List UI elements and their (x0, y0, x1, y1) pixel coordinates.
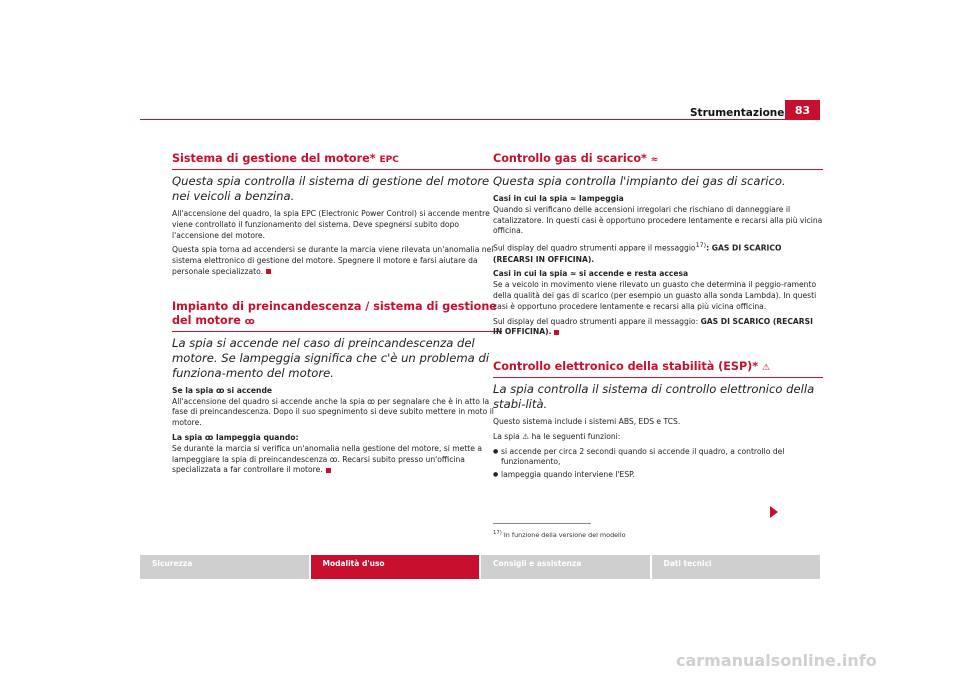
footer-nav (140, 555, 820, 579)
section-lead: La spia controlla il sistema di controllo elettronico della stabi-lità. (493, 382, 815, 412)
epc-icon: EPC (379, 155, 399, 165)
section-lead: La spia si accende nel caso di preincandescenza del motore. Se lampeggia significa che c'è un problema di funziona-mento del motore. (172, 335, 490, 380)
tab-sicurezza[interactable]: Sicurezza (140, 555, 309, 579)
paragraph: La spia ⚠ ha le seguenti funzioni: (493, 431, 621, 441)
subheading: Casi in cui la spia ≈ si accende e resta accesa (493, 269, 689, 279)
section-title-esp: Controllo elettronico della stabilità (ESP)* ⚠ (493, 360, 823, 378)
paragraph: All'accensione del quadro, la spia EPC (Electronic Power Control) si accende mentre viene controllato il funzionamento del sistema. Deve spegnersi subito dopo l'accensione del motore. (172, 209, 490, 240)
footnote: $^{17)}$ In funzione della versione del modello (493, 530, 626, 540)
paragraph: Sul display del quadro strumenti appare il messaggio: GAS DI SCARICO (RECARSI IN OFFICINA). (493, 316, 813, 337)
section-lead: Questa spia controlla il sistema di gestione del motore nei veicoli a benzina. (172, 174, 490, 203)
paragraph: Se a veicolo in movimento viene rilevato un guasto che determina il peggio-ramento della qualità dei gas di scarico (per esempio un guasto alla sonda Lambda). In questi casi è opportuno procedere lentamente e recarsi alla più vicina officina. (493, 280, 817, 311)
footnote-rule (493, 523, 591, 524)
page-number: 83 (785, 100, 820, 120)
left-column (172, 152, 502, 480)
section-title-glow-plug: Impianto di preincandescenza / sistema di gestione del motore ꝏ (172, 300, 502, 332)
right-column (493, 152, 823, 483)
page-header-title: Strumentazione (690, 107, 785, 119)
esp-icon: ⚠ (762, 363, 771, 374)
paragraph: All'accensione del quadro si accende anche la spia ꝏ per segnalare che è in atto la fase di preincandescenza. Dopo il suo spegnimento si deve subito mettere in moto il motore. (172, 396, 494, 428)
subheading: Casi in cui la spia ≈ lampeggia (493, 194, 624, 203)
bullet-item: ● lampeggia quando interviene l'ESP. (493, 470, 823, 481)
glow-plug-icon: ꝏ (244, 316, 255, 327)
watermark: carmanualsonline.info (676, 651, 877, 670)
header-rule (140, 119, 820, 120)
subheading: Se la spia ꝏ si accende (172, 385, 273, 395)
paragraph: Questo sistema include i sistemi ABS, EDS e TCS. (493, 417, 681, 427)
section-lead: Questa spia controlla l'impianto dei gas di scarico. (493, 174, 786, 188)
footnote-ref: 17) (695, 242, 707, 250)
paragraph: Sul display del quadro strumenti appare il messaggio$^{17)}$: GAS DI SCARICO (RECARSI IN OFFICINA). (493, 242, 782, 264)
exhaust-icon: ≈ (650, 155, 659, 165)
bullet-item: ● si accende per circa 2 secondi quando si accende il quadro, a controllo del funzionamento, (493, 447, 823, 469)
subheading: La spia ꝏ lampeggia quando: (172, 432, 299, 442)
section-title-engine-management: Sistema di gestione del motore* EPC (172, 152, 502, 170)
end-marker-icon (326, 468, 331, 473)
paragraph: Quando si verificano delle accensioni irregolari che rischiano di danneggiare il catalizzatore. In questi casi è opportuno procedere lentamente e recarsi alla più vicina officina. (493, 204, 823, 236)
paragraph: Se durante la marcia si verifica un'anomalia nella gestione del motore, si mette a lampeggiare la spia di preincandescenza ꝏ. Recarsi subito presso un'officina specializzata a far controllare il motore. (172, 443, 483, 475)
end-marker-icon (554, 330, 559, 335)
tab-dati-tecnici[interactable]: Dati tecnici (652, 555, 821, 579)
end-marker-icon (266, 269, 271, 274)
paragraph: Questa spia torna ad accendersi se durante la marcia viene rilevata un'anomalia nel sistema elettronico di gestione del motore. Spegnere il motore e farsi aiutare da personale specializzato. (172, 245, 494, 276)
section-title-exhaust-control: Controllo gas di scarico* ≈ (493, 152, 823, 170)
next-page-arrow-icon[interactable] (770, 506, 778, 518)
tab-consigli-assistenza[interactable]: Consigli e assistenza (481, 555, 650, 579)
tab-modalita-uso[interactable]: Modalità d'uso (311, 555, 480, 579)
